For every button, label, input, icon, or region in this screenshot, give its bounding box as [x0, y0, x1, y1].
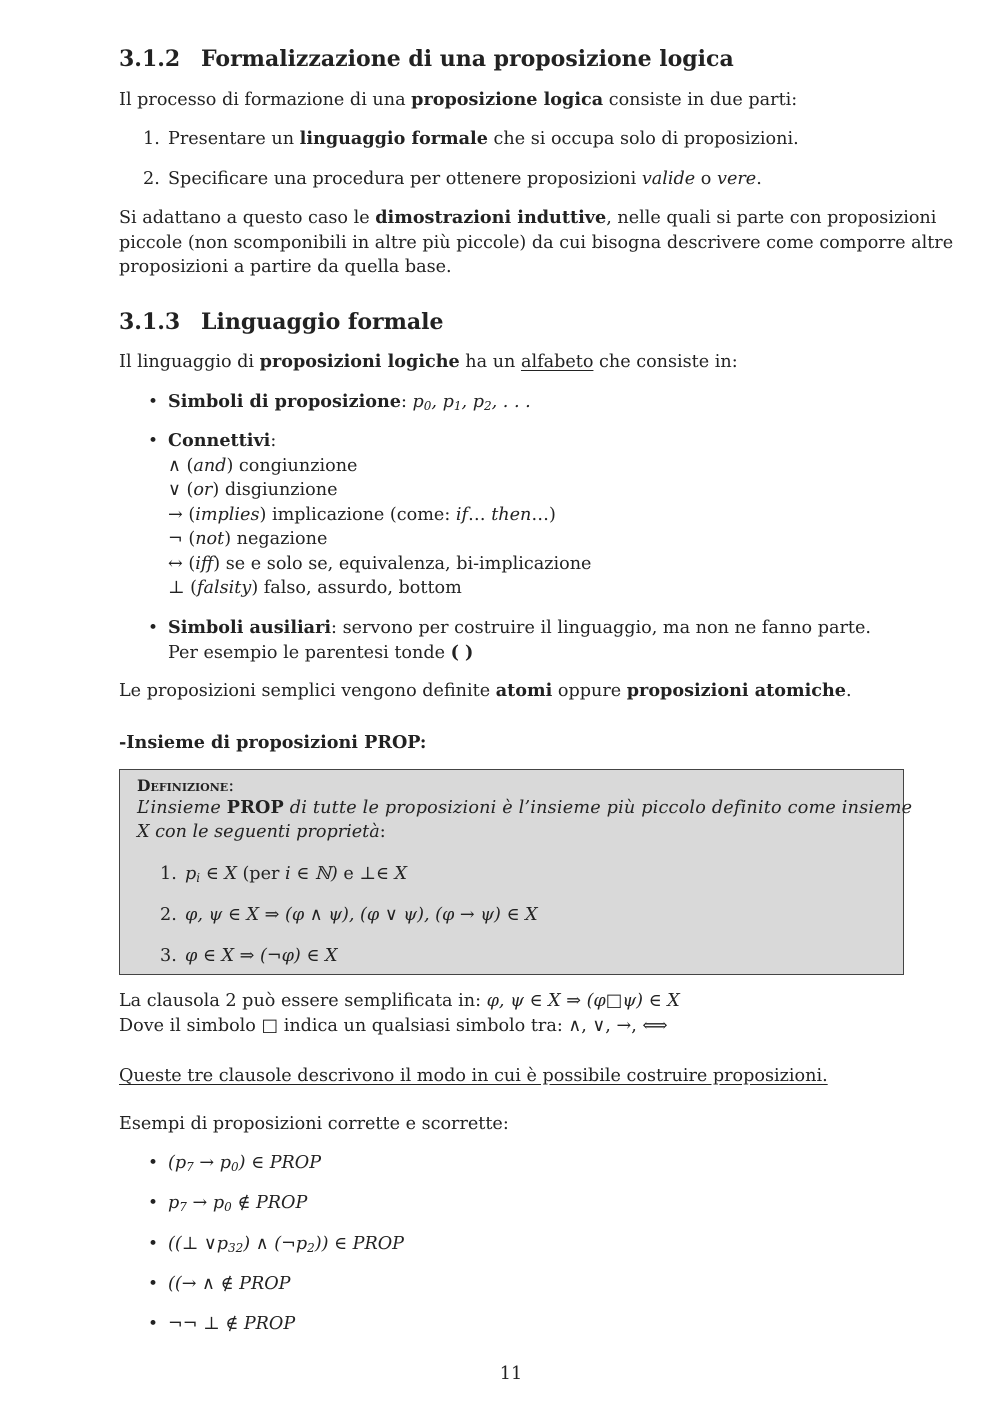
section-title: Formalizzazione di una proposizione logica: [201, 46, 734, 72]
example-3: ((⊥ $\vee p_{32}$) ∧ $(\neg p_2)$) ∈ PROP: [168, 1234, 405, 1255]
text-run: :: [228, 776, 235, 796]
intro-paragraph: [119, 88, 797, 113]
list-number: 2.: [143, 169, 160, 189]
list-number: 2.: [160, 905, 177, 925]
italic-term: not: [195, 529, 225, 549]
definition-box: [119, 769, 913, 975]
bullet-proposition-symbols: [168, 390, 531, 415]
connective-implies: [168, 503, 591, 528]
bold-term: ( ): [450, 641, 474, 663]
bold-term: dimostrazioni induttive: [375, 207, 607, 228]
paragraph-line: [119, 206, 953, 231]
induction-paragraph: [119, 206, 953, 280]
bullet-icon: •: [148, 1234, 159, 1254]
text-run: ⊥ (: [168, 578, 198, 598]
list-number: 1.: [143, 129, 160, 149]
clause-line-1: [119, 989, 680, 1014]
example-2: $p_7 \to p_0$ ∉ PROP: [168, 1193, 308, 1214]
definition-line-1: [137, 796, 912, 821]
underlined-term: alfabeto: [520, 352, 594, 372]
connective-falsity: [168, 576, 591, 601]
definition-rule-2: [160, 903, 538, 928]
text-run: Specificare una procedura per ottenere proposizioni: [168, 169, 642, 189]
text-run: consiste in due parti:: [603, 90, 798, 110]
text-run: oppure: [552, 681, 627, 701]
bold-term: PROP: [226, 797, 284, 818]
text-run: .: [756, 169, 762, 189]
formula: φ, ψ ∈ X ⇒ (φ□ψ) ∈ X: [486, 991, 680, 1011]
definition-rule-3: [160, 944, 338, 969]
bold-term: Simboli ausiliari: [168, 617, 332, 638]
text-run: Si adattano a questo caso le: [119, 208, 376, 228]
text-run: Presentare un: [168, 129, 300, 149]
list-number: 3.: [160, 946, 177, 966]
text-run: di tutte le proposizioni è l’insieme più piccolo definito come insieme: [284, 798, 913, 818]
bold-term: proposizioni atomiche: [626, 680, 846, 701]
text-run: …): [531, 504, 556, 525]
connectives-header: [168, 429, 591, 454]
text-run: .: [845, 681, 852, 701]
text-run: ) disgiunzione: [212, 480, 338, 500]
text-run: ) implicazione (come:: [259, 504, 456, 525]
definition-rule-1: [160, 862, 408, 887]
text-run: Per esempio le parentesi tonde: [168, 642, 451, 663]
bullet-icon: •: [148, 1274, 159, 1294]
atoms-paragraph: [119, 679, 852, 704]
bullet-icon: •: [148, 431, 159, 451]
text-run: ¬ (: [168, 529, 196, 549]
text-run: :: [400, 392, 413, 412]
section-heading-3-1-3: [119, 309, 444, 335]
connective-or: [168, 478, 591, 503]
italic-term: falsity: [197, 578, 252, 598]
alphabet-intro: [119, 350, 738, 375]
text-run: che consiste in:: [593, 352, 738, 372]
text-run: ↔ (: [168, 553, 196, 574]
text-run: che si occupa solo di proposizioni.: [487, 129, 799, 149]
section-title: Linguaggio formale: [201, 309, 444, 335]
paragraph-line: piccole (non scomponibili in altre più piccole) da cui bisogna descrivere come comporre altre: [119, 232, 954, 253]
examples-intro: Esempi di proposizioni corrette e scorrette:: [119, 1114, 509, 1134]
list-item-text: [168, 127, 799, 152]
bullet-icon: •: [148, 1193, 159, 1213]
bullet-icon: •: [148, 618, 159, 638]
text-run: :: [270, 431, 277, 451]
bold-term: atomi: [495, 680, 553, 701]
auxiliary-line-2: [168, 641, 871, 666]
text-run: o: [695, 169, 717, 189]
text-run: …: [468, 504, 492, 525]
list-item-text: [168, 167, 762, 192]
definition-line-2: [137, 820, 386, 845]
example-5: ¬¬ ⊥ ∉ PROP: [168, 1314, 296, 1334]
section-number: 3.1.3: [119, 309, 181, 335]
italic-term: if: [455, 504, 468, 525]
auxiliary-line-1: [168, 616, 871, 641]
paragraph-line: proposizioni a partire da quella base.: [119, 257, 452, 277]
text-run: → (: [168, 504, 196, 525]
bullet-icon: •: [148, 1314, 159, 1334]
bold-term: linguaggio formale: [299, 128, 488, 149]
bold-term: proposizione logica: [411, 89, 604, 110]
list-number: 1.: [160, 864, 177, 884]
bullet-auxiliary-symbols: [168, 616, 871, 665]
example-4: ((→ ∧ ∉ PROP: [168, 1274, 291, 1294]
rule-2-formula: φ, ψ ∈ X ⇒ (φ ∧ ψ), (φ ∨ ψ), (φ → ψ) ∈ X: [185, 905, 538, 925]
list-item-1: [143, 127, 799, 152]
list-item-2: [143, 167, 762, 192]
italic-term: X con le seguenti proprietà: [137, 822, 380, 842]
section-heading-3-1-2: [119, 46, 734, 72]
bullet-icon: •: [148, 392, 159, 412]
text-run: :: [379, 822, 386, 842]
text-run: ha un: [459, 352, 521, 372]
text-run: : servono per costruire il linguaggio, ma non ne fanno parte.: [331, 618, 871, 638]
text-run: ∧ (: [168, 455, 194, 476]
underlined-statement: Queste tre clausole descrivono il modo in cui è possibile costruire proposizioni.: [119, 1066, 828, 1086]
italic-term: valide: [641, 169, 696, 189]
connective-not: [168, 527, 591, 552]
rule-3-formula: φ ∈ X ⇒ (¬φ) ∈ X: [185, 946, 338, 966]
text-run: Il linguaggio di: [119, 352, 260, 372]
text-run: ) congiunzione: [226, 455, 358, 476]
connective-iff: [168, 552, 591, 577]
connective-and: [168, 454, 591, 479]
text-run: ) negazione: [224, 529, 328, 549]
text-run: e ⊥∈: [337, 864, 395, 884]
text-run: (per: [242, 864, 280, 884]
section-number: 3.1.2: [119, 46, 181, 72]
example-1: $(p_7 \to p_0)$ ∈ PROP: [168, 1153, 322, 1174]
bold-term: proposizioni logiche: [259, 351, 460, 372]
proposition-symbols-formula: $p_0$, $p_1$, $p_2$, . . .: [412, 392, 531, 413]
text-run: ) falso, assurdo, bottom: [251, 578, 462, 598]
italic-term: vere: [717, 169, 757, 189]
text-run: La clausola 2 può essere semplificata in:: [119, 991, 487, 1011]
italic-term: and: [193, 455, 227, 476]
clause-line-2: Dove il simbolo □ indica un qualsiasi simbolo tra: ∧, ∨, →, ⟺: [119, 1015, 668, 1036]
bold-term: Connettivi: [168, 430, 271, 451]
italic-term: or: [193, 480, 213, 500]
bold-term: Simboli di proposizione: [168, 391, 401, 412]
text-run: ) se e solo se, equivalenza, bi-implicazione: [213, 553, 592, 574]
text-run: ∨ (: [168, 480, 194, 500]
clause-simplification: [119, 989, 680, 1038]
text-run: L’insieme: [137, 798, 227, 818]
bullet-connectives: [168, 429, 591, 601]
italic-term: implies: [195, 504, 260, 525]
text-run: , nelle quali si parte con proposizioni: [606, 208, 937, 228]
prop-subheading: -Insieme di proposizioni PROP:: [119, 732, 427, 753]
italic-term: iff: [195, 553, 214, 574]
text-run: Il processo di formazione di una: [119, 90, 412, 110]
rule-1-formula: $p_i$ ∈ X (per i ∈ ℕ) e ⊥∈ X: [185, 864, 408, 885]
definition-label: [137, 774, 234, 799]
page-number: 11: [499, 1364, 523, 1384]
definition-label-text: Definizione: [137, 776, 229, 795]
bullet-icon: •: [148, 1153, 159, 1173]
text-run: Le proposizioni semplici vengono definite: [119, 681, 496, 701]
italic-term: then: [491, 504, 532, 525]
